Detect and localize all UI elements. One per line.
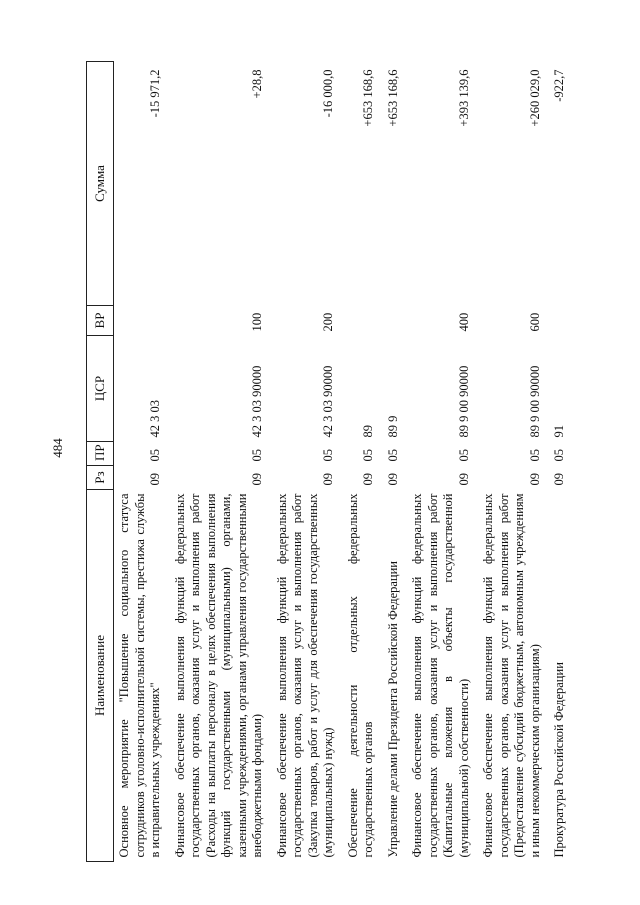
row-csr: 42 3 03 90000: [321, 365, 335, 438]
row-rz: 09: [321, 473, 335, 486]
row-pr: 05: [385, 449, 400, 462]
table-row: [383, 62, 408, 862]
row-vr: [114, 306, 170, 336]
row-pr: 05: [361, 449, 375, 462]
row-rz: 09: [385, 473, 400, 486]
row-sum: +28,8: [250, 69, 264, 99]
row-pr: 05: [250, 449, 264, 462]
table-row: [114, 62, 170, 862]
row-csr: 89 9 00 90000: [527, 365, 542, 438]
row-rz: 09: [456, 473, 471, 486]
row-name: Финансовое обеспечение выполнения функций федеральных государственных органов, оказания услуг и выполнения работ (Капитальные вложения в объекты государственной (муниципальной) собственности): [410, 493, 471, 858]
row-vr: 400: [456, 312, 471, 332]
row-name: Финансовое обеспечение выполнения функций федеральных государственных органов, оказания услуг и выполнения работ (Расходы на выплаты персоналу в целях обеспечения выполнения функций государственными (муниципальными) органами, казенными учреждениями, органами управления государственными внебюджетными фондами): [172, 493, 264, 858]
row-name: Основное мероприятие "Повышение социального статуса сотрудников уголовно-исполнительной системы, престижа службы в исправительных учреждениях": [117, 493, 162, 858]
row-name: Финансовое обеспечение выполнения функций федеральных государственных органов, оказания услуг и выполнения работ (Предоставление субсидий бюджетным, автономным учреждениям и иным некоммерческим организациям): [481, 493, 542, 858]
row-csr: 89: [361, 425, 375, 438]
budget-table: [86, 61, 574, 862]
page-number: 484: [50, 438, 65, 458]
row-vr: 200: [321, 312, 335, 332]
row-sum: +260 029,0: [527, 69, 542, 127]
row-sum: +393 139,6: [456, 69, 471, 127]
row-sum: +653 168,6: [361, 69, 375, 127]
row-sum: +653 168,6: [385, 69, 400, 127]
row-csr: 89 9 00 90000: [456, 365, 471, 438]
table-row: [549, 62, 574, 862]
table-row: [170, 62, 272, 862]
row-csr: 42 3 03 90000: [250, 365, 264, 438]
row-vr: [549, 306, 574, 336]
row-rz: 09: [361, 473, 375, 486]
row-rz: 09: [250, 473, 264, 486]
row-rz: 09: [148, 473, 162, 486]
header-rz: Рз: [87, 466, 114, 490]
row-pr: 05: [552, 449, 566, 462]
header-sum: Сумма: [87, 62, 114, 306]
header-vr: ВР: [87, 306, 114, 336]
table-row: [272, 62, 343, 862]
row-csr: 89 9: [385, 415, 400, 438]
header-name: Наименование: [87, 490, 114, 862]
table-row: [478, 62, 549, 862]
header-pr: ПР: [87, 442, 114, 466]
row-pr: 05: [321, 449, 335, 462]
row-csr: 42 3 03: [148, 400, 162, 438]
row-pr: 05: [148, 449, 162, 462]
row-name: Прокуратура Российской Федерации: [552, 662, 566, 858]
row-vr: [343, 306, 383, 336]
row-pr: 05: [527, 449, 542, 462]
row-sum: -15 971,2: [148, 69, 162, 118]
row-vr: 100: [250, 312, 264, 332]
table-header-row: [87, 62, 114, 862]
row-rz: 09: [552, 473, 566, 486]
row-vr: [383, 306, 408, 336]
row-name: Финансовое обеспечение выполнения функций федеральных государственных органов, оказания услуг и выполнения работ (Закупка товаров, работ и услуг для обеспечения государственных (муниципальных) нужд): [274, 493, 335, 858]
row-name: Управление делами Президента Российской Федерации: [385, 561, 400, 858]
row-sum: -16 000,0: [321, 69, 335, 118]
header-csr: ЦСР: [87, 336, 114, 442]
row-name: Обеспечение деятельности отдельных федеральных государственных органов: [345, 493, 375, 858]
rotated-table-container: [86, 62, 606, 862]
row-sum: -922,7: [552, 69, 566, 102]
table-row: [343, 62, 383, 862]
row-rz: 09: [527, 473, 542, 486]
row-pr: 05: [456, 449, 471, 462]
row-vr: 600: [527, 312, 542, 332]
rotated-page: [86, 62, 606, 862]
table-row: [407, 62, 478, 862]
row-csr: 91: [552, 425, 566, 438]
